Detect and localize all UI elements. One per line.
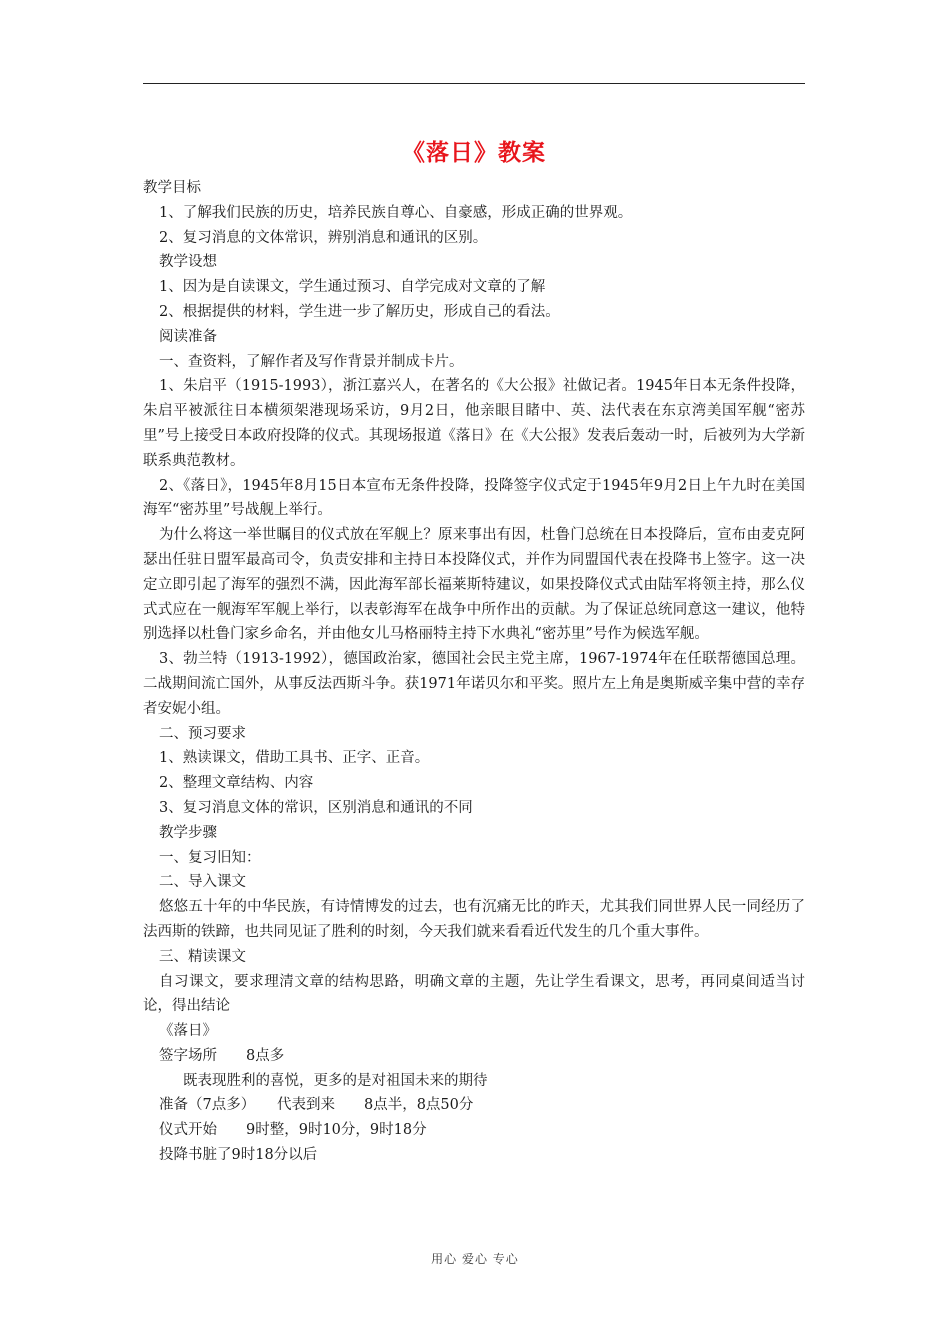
heading-teaching-goals: 教学目标	[143, 180, 201, 196]
prep-item: 3、复习消息文体的常识，区别消息和通讯的不同	[159, 799, 473, 816]
document-title: 《落日》教案	[402, 139, 546, 166]
goal-item: 2、复习消息的文体常识，辨别消息和通讯的区别。	[159, 229, 488, 246]
section-heading: 一、查资料，了解作者及写作背景并制成卡片。	[159, 353, 464, 370]
page-footer: 用心 爱心 专心	[431, 1252, 519, 1266]
prep-item: 2、整理文章结构、内容	[159, 775, 314, 792]
section-heading: 一、复习旧知：	[159, 849, 261, 866]
outline-title: 《落日》	[159, 1023, 217, 1040]
paragraph-warship: 为什么将这一举世瞩目的仪式放在军舰上？原来事出有因，杜鲁门总统在日本投降后，宣布由麦克阿瑟出任驻日盟军最高司令，负责安排和主持日本投降仪式，并作为同盟国代表在投降书上签字。这一决定立即引起了海军的强烈不满，因此海军部长福莱斯特建议，如果投降仪式式由陆军将领主持，那么仪式式应在一舰海军军舰上举行，以表彰海军在战争中所作出的贡献。为了保证总统同意这一建议，他特别选择以杜鲁门家乡命名，并由他女儿马格丽特主持下水典礼“密苏里”号作为候选军舰。	[143, 527, 805, 643]
section-heading: 三、精读课文	[159, 948, 246, 965]
section-heading: 二、预习要求	[159, 725, 246, 742]
outline-item: 仪式开始 9时整，9时10分，9时18分	[159, 1122, 427, 1139]
section-heading: 二、导入课文	[159, 874, 246, 891]
paragraph-background: 2、《落日》，1945年8月15日本宣布无条件投降，投降签字仪式定于1945年9月2日上午九时在美国海军“密苏里”号战舰上举行。	[143, 477, 805, 519]
plan-item: 2、根据提供的材料，学生进一步了解历史，形成自己的看法。	[159, 303, 560, 320]
document-body	[143, 176, 805, 1168]
plan-item: 1、因为是自读课文，学生通过预习、自学完成对文章的了解	[159, 279, 546, 296]
goal-item: 1、了解我们民族的历史，培养民族自尊心、自豪感，形成正确的世界观。	[159, 204, 633, 221]
outline-item: 既表现胜利的喜悦，更多的是对祖国未来的期待	[183, 1072, 488, 1089]
outline-item: 签字场所 8点多	[159, 1047, 285, 1064]
paragraph-reading: 自习课文，要求理清文章的结构思路，明确文章的主题，先让学生看课文，思考，再同桌间适当讨论，得出结论	[143, 973, 805, 1015]
header-rule	[143, 83, 805, 84]
paragraph-author: 1、朱启平（1915-1993），浙江嘉兴人，在著名的《大公报》社做记者。1945年日本无条件投降，朱启平被派往日本横须架港现场采访，9月2日，他亲眼目睹中、英、法代表在东京湾美国军舰“密苏里”号上接受日本政府投降的仪式。其现场报道《落日》在《大公报》发表后轰动一时，后被列为大学新联系典范教材。	[143, 378, 805, 469]
paragraph-brandt: 3、勃兰特（1913-1992），德国政治家，德国社会民主党主席，1967-1974年在任联帮德国总理。二战期间流亡国外，从事反法西斯斗争。获1971年诺贝尔和平奖。照片左上角是奥斯威辛集中营的幸存者安妮小组。	[143, 651, 805, 717]
heading-reading-prep: 阅读准备	[159, 328, 217, 345]
heading-teaching-steps: 教学步骤	[159, 824, 217, 841]
heading-teaching-plan: 教学设想	[159, 254, 217, 271]
paragraph-intro: 悠悠五十年的中华民族，有诗情博发的过去，也有沉痛无比的昨天，尤其我们同世界人民一同经历了法西斯的铁蹄，也共同见证了胜利的时刻，今天我们就来看看近代发生的几个重大事件。	[143, 899, 805, 940]
prep-item: 1、熟读课文，借助工具书、正字、正音。	[159, 750, 430, 767]
outline-item: 准备（7点多） 代表到来 8点半，8点50分	[159, 1097, 474, 1114]
outline-item: 投降书脏了9时18分以后	[159, 1147, 318, 1164]
